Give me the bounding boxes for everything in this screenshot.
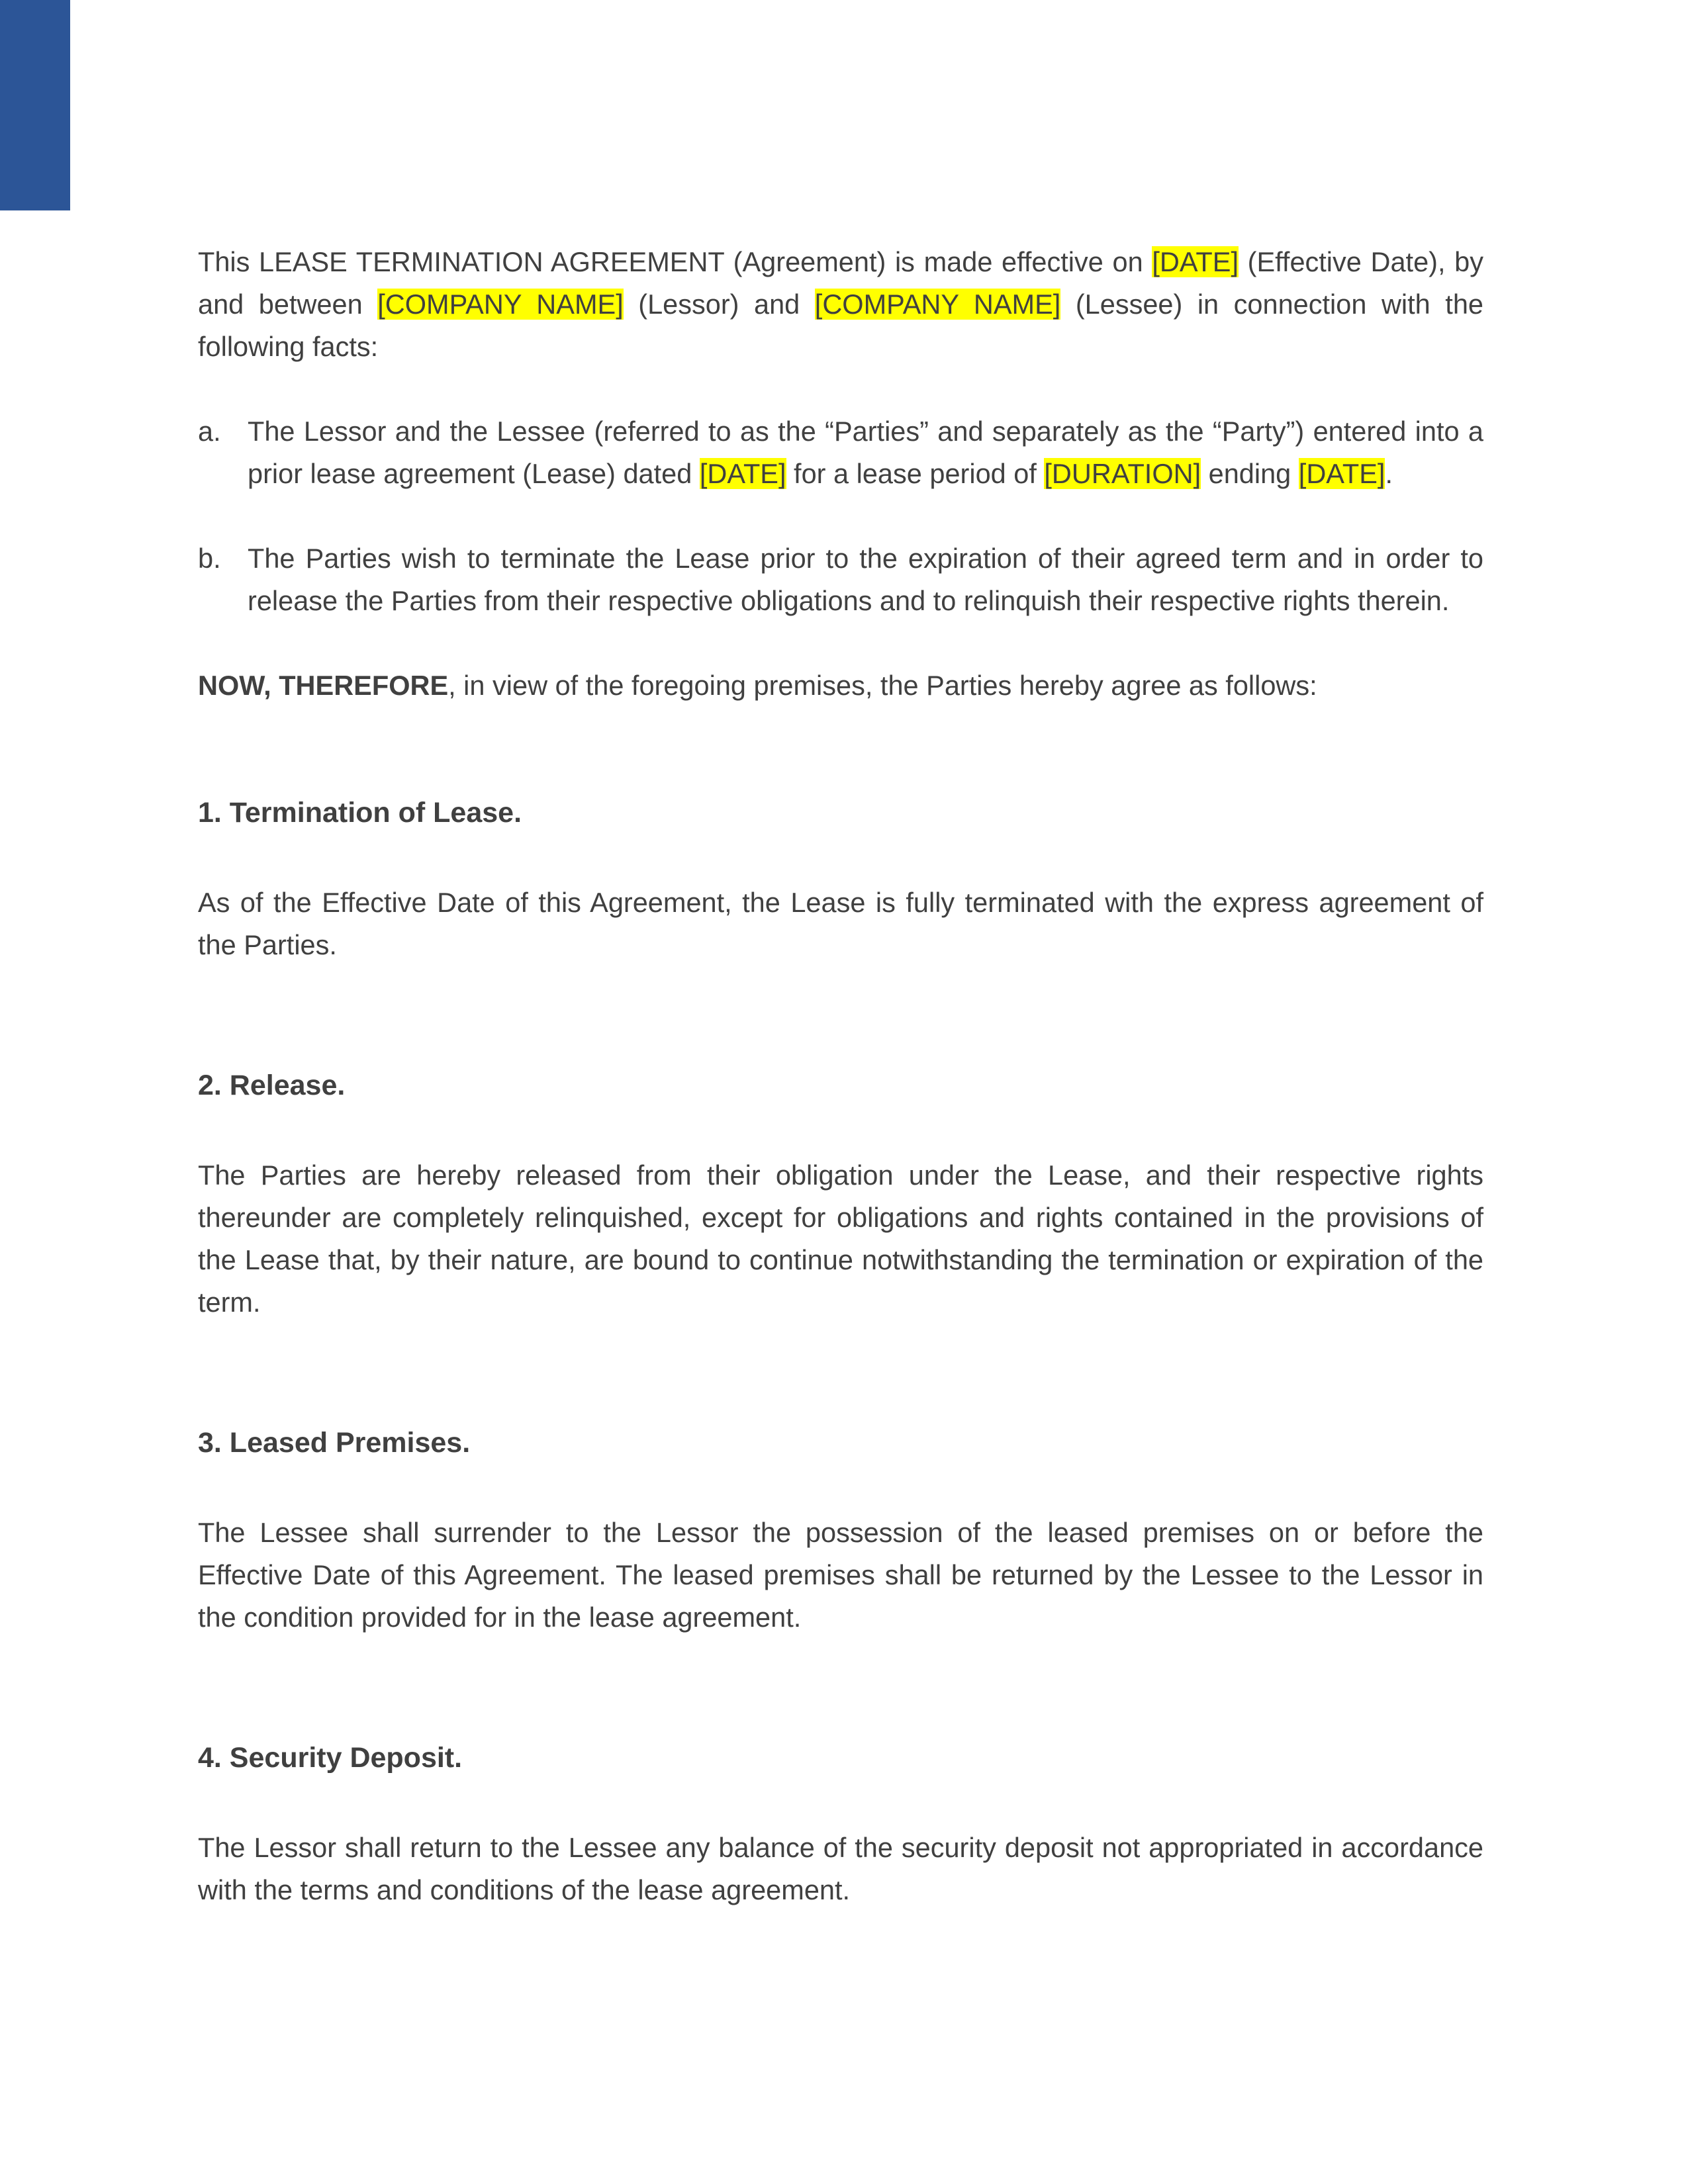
fact-item-a bbox=[198, 410, 1483, 495]
placeholder-lease-date: [DATE] bbox=[699, 458, 786, 489]
fact-text: for a lease period of bbox=[786, 458, 1045, 489]
fact-item-b bbox=[198, 537, 1483, 622]
placeholder-lessee-company: [COMPANY NAME] bbox=[814, 289, 1061, 320]
document-body bbox=[198, 241, 1483, 2009]
placeholder-lessor-company: [COMPANY NAME] bbox=[377, 289, 624, 320]
placeholder-effective-date: [DATE] bbox=[1152, 246, 1239, 277]
placeholder-end-date: [DATE] bbox=[1298, 458, 1385, 489]
list-marker: b. bbox=[198, 543, 221, 574]
intro-text: (Effective Date), by and between bbox=[198, 246, 1483, 320]
placeholder-duration: [DURATION] bbox=[1044, 458, 1201, 489]
intro-text: This LEASE TERMINATION AGREEMENT (Agreement) is made effective on bbox=[198, 246, 1152, 277]
list-marker: a. bbox=[198, 416, 221, 447]
now-therefore-paragraph bbox=[198, 664, 1483, 707]
section-heading-security-deposit: 4. Security Deposit. bbox=[198, 1742, 463, 1774]
section-heading-termination: 1. Termination of Lease. bbox=[198, 797, 522, 829]
intro-paragraph bbox=[198, 241, 1483, 368]
intro-text: (Lessor) and bbox=[623, 289, 815, 320]
section-heading-release: 2. Release. bbox=[198, 1069, 346, 1101]
fact-text: . bbox=[1385, 458, 1393, 489]
section-body-leased-premises: The Lessee shall surrender to the Lessor the possession of the leased premises on or before the Effective Date of this Agreement. The leased premises shall be returned by the Lessee to the Lessor in the condition provided for in the lease agreement. bbox=[198, 1517, 1483, 1633]
section-body-termination: As of the Effective Date of this Agreement, the Lease is fully terminated with the express agreement of the Parties. bbox=[198, 887, 1483, 960]
intro-text: (Lessee) in connection with the following facts: bbox=[198, 289, 1483, 362]
section-body-security-deposit: The Lessor shall return to the Lessee any balance of the security deposit not appropriated in accordance with the terms and conditions of the lease agreement. bbox=[198, 1832, 1483, 1905]
fact-text: ending bbox=[1201, 458, 1299, 489]
now-therefore-bold: NOW, THEREFORE bbox=[198, 670, 449, 701]
section-heading-leased-premises: 3. Leased Premises. bbox=[198, 1427, 471, 1459]
now-therefore-text: , in view of the foregoing premises, the Parties hereby agree as follows: bbox=[448, 670, 1317, 701]
fact-text: The Parties wish to terminate the Lease prior to the expiration of their agreed term and in order to release the Parties from their respective obligations and to relinquish their respective rights therein. bbox=[248, 543, 1483, 616]
section-body-release: The Parties are hereby released from their obligation under the Lease, and their respective rights thereunder are completely relinquished, except for obligations and rights contained in the provisions of the Lease that, by their nature, are bound to continue notwithstanding the termination or expiration of the term. bbox=[198, 1160, 1483, 1318]
corner-accent-bar bbox=[0, 0, 70, 210]
fact-text: The Lessor and the Lessee (referred to as the “Parties” and separately as the “Party”) entered into a prior lease agreement (Lease) dated bbox=[248, 416, 1483, 489]
